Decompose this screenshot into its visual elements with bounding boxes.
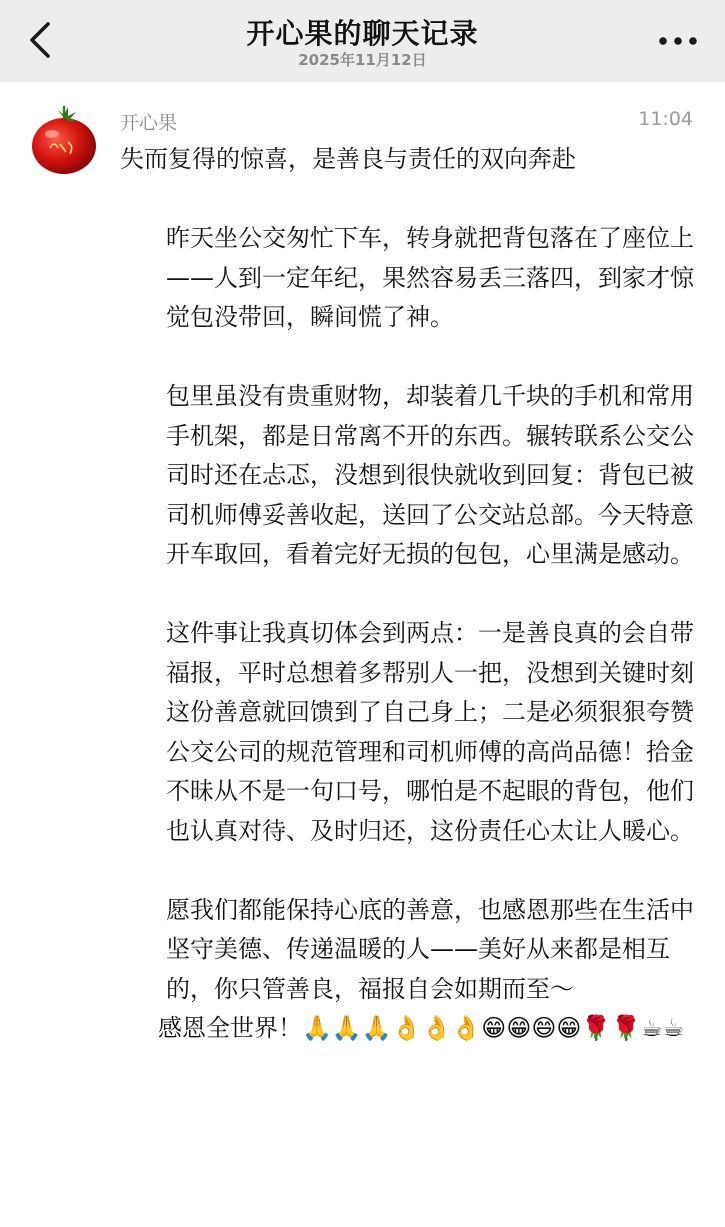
message-paragraph: 昨天坐公交匆忙下车，转身就把背包落在了座位上——人到一定年纪，果然容易丢三落四，到家才惊觉包没带回，瞬间慌了神。 — [166, 224, 694, 331]
tomato-avatar-icon — [30, 104, 98, 176]
paragraph-gap — [120, 575, 704, 615]
message-paragraph: 这件事让我真切体会到两点：一是善良真的会自带福报，平时总想着多帮别人一把，没想到关键时刻这份善意就回馈到了自己身上；二是必须狠狠夸赞公交公司的规范管理和司机师傅的高尚品德！拾金不昧从不是一句口号，哪怕是不起眼的背包，他们也认真对待、及时归还，这份责任心太让人暖心。 — [166, 619, 694, 845]
message-paragraph: 愿我们都能保持心底的善意，也感恩那些在生活中坚守美德、传递温暖的人——美好从来都是相互的，你只管善良，福报自会如期而至～ — [166, 895, 694, 1003]
message-time: 11:04 — [638, 108, 693, 130]
avatar[interactable] — [30, 104, 98, 176]
page-title: 开心果的聊天记录 — [246, 17, 479, 50]
chat-header — [0, 0, 725, 82]
more-button[interactable] — [657, 28, 699, 54]
emoji-icon: 🙏🙏🙏👌👌👌😁😁😄😁🌹🌹☕☕ — [302, 1014, 685, 1042]
sender-name: 开心果 — [120, 112, 178, 134]
message-title-line: 失而复得的惊喜，是善良与责任的双向奔赴 — [120, 145, 576, 173]
closing-text: 感恩全世界！ — [158, 1014, 302, 1042]
record-date: 2025年11月12日 — [298, 51, 427, 69]
message-body — [120, 140, 704, 1049]
paragraph-gap — [120, 851, 704, 891]
paragraph-gap — [120, 180, 704, 220]
message-closing — [120, 1009, 704, 1049]
message-paragraph: 包里虽没有贵重财物，却装着几千块的手机和常用手机架，都是日常离不开的东西。辗转联系公交公司时还在忐忑，没想到很快就收到回复：背包已被司机师傅妥善收起，送回了公交站总部。今天特意开车取回，看着完好无损的包包，心里满是感动。 — [166, 382, 694, 568]
paragraph-gap — [120, 338, 704, 378]
more-dots-icon — [657, 28, 699, 54]
